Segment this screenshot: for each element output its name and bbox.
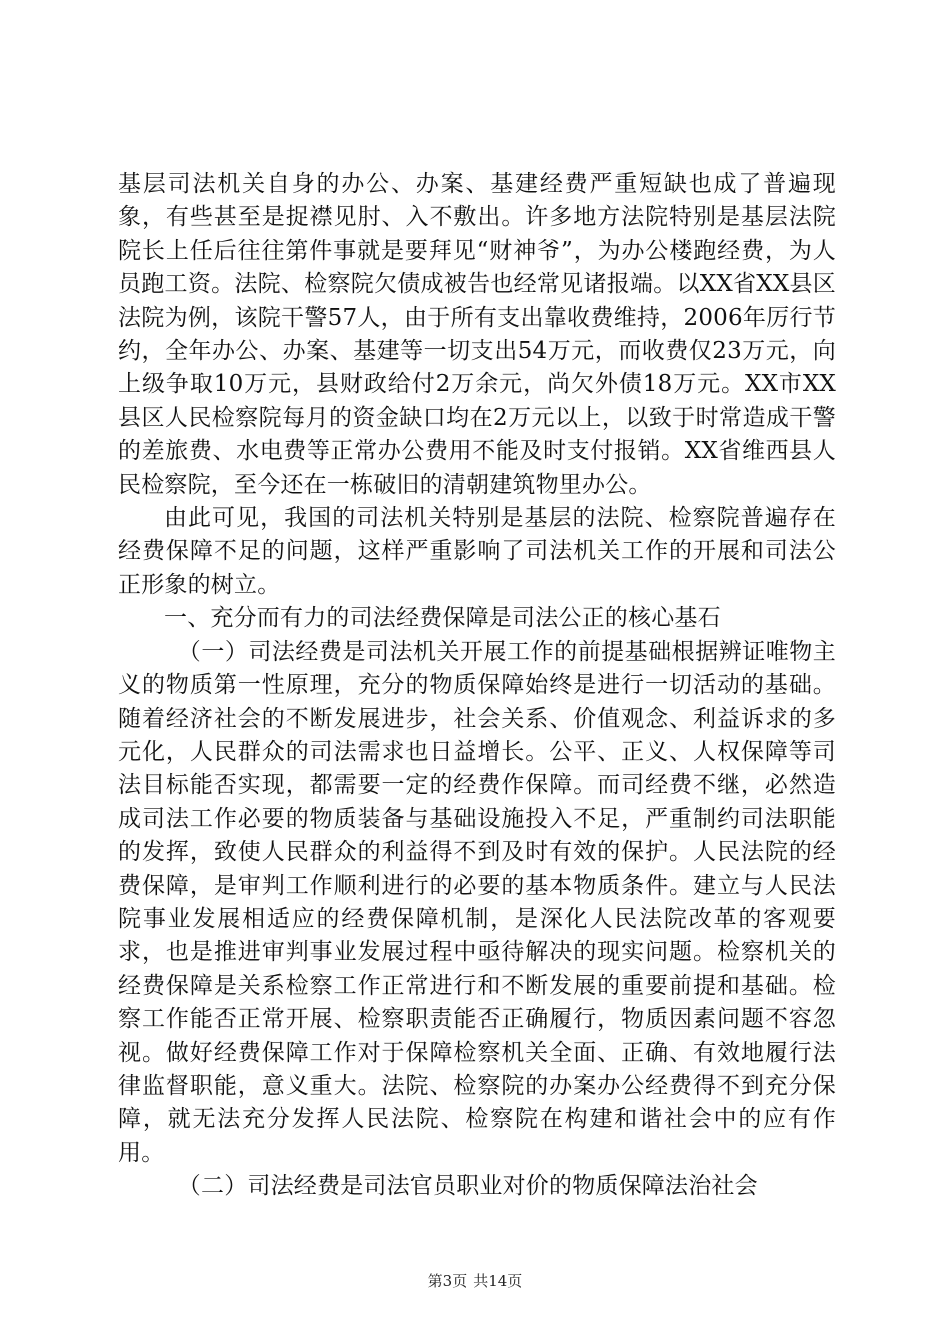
- page-total: 共14页: [473, 1272, 523, 1290]
- paragraph-conclusion: 由此可见，我国的司法机关特别是基层的法院、检察院普遍存在经费保障不足的问题，这样严重影响了司法机关工作的开展和司法公正形象的树立。: [118, 505, 836, 598]
- document-body: [118, 168, 836, 1204]
- subsection-2-paragraph: （二）司法经费是司法官员职业对价的物质保障法治社会: [177, 1173, 758, 1200]
- subsection-1-paragraph: （一）司法经费是司法机关开展工作的前提基础根据辨证唯物主义的物质第一性原理，充分的物质保障始终是进行一切活动的基础。随着经济社会的不断发展进步，社会关系、价值观念、利益诉求的多元化，人民群众的司法需求也日益增长。公平、正义、人权保障等司法目标能否实现，都需要一定的经费作保障。而司经费不继，必然造成司法工作必要的物质装备与基础设施投入不足，严重制约司法职能的发挥，致使人民群众的利益得不到及时有效的保护。人民法院的经费保障，是审判工作顺利进行的必要的基本物质条件。建立与人民法院事业发展相适应的经费保障机制，是深化人民法院改革的客观要求，也是推进审判事业发展过程中亟待解决的现实问题。检察机关的经费保障是关系检察工作正常进行和不断发展的重要前提和基础。检察工作能否正常开展、检察职责能否正确履行，物质因素问题不容忽视。做好经费保障工作对于保障检察机关全面、正确、有效地履行法律监督职能，意义重大。法院、检察院的办案办公经费得不到充分保障，就无法充分发挥人民法院、检察院在构建和谐社会中的应有作用。: [118, 638, 836, 1166]
- paragraph-continuation: 基层司法机关自身的办公、办案、基建经费严重短缺也成了普遍现象，有些甚至是捉襟见肘、入不敷出。许多地方法院特别是基层法院院长上任后往往第件事就是要拜见“财神爷”，为办公楼跑经费，为人员跑工资。法院、检察院欠债成被告也经常见诸报端。以XX省XX县区法院为例，该院干警57人，由于所有支出靠收费维持，2006年厉行节约，全年办公、办案、基建等一切支出54万元，而收费仅23万元，向上级争取10万元，县财政给付2万余元，尚欠外债18万元。XX市XX县区人民检察院每月的资金缺口均在2万元以上，以致于时常造成干警的差旅费、水电费等正常办公费用不能及时支付报销。XX省维西县人民检察院，至今还在一栋破旧的清朝建筑物里办公。: [118, 171, 836, 498]
- page-number: 第3页: [427, 1272, 468, 1290]
- section-heading-1: 一、充分而有力的司法经费保障是司法公正的核心基石: [164, 605, 721, 632]
- page-footer: [0, 1270, 950, 1291]
